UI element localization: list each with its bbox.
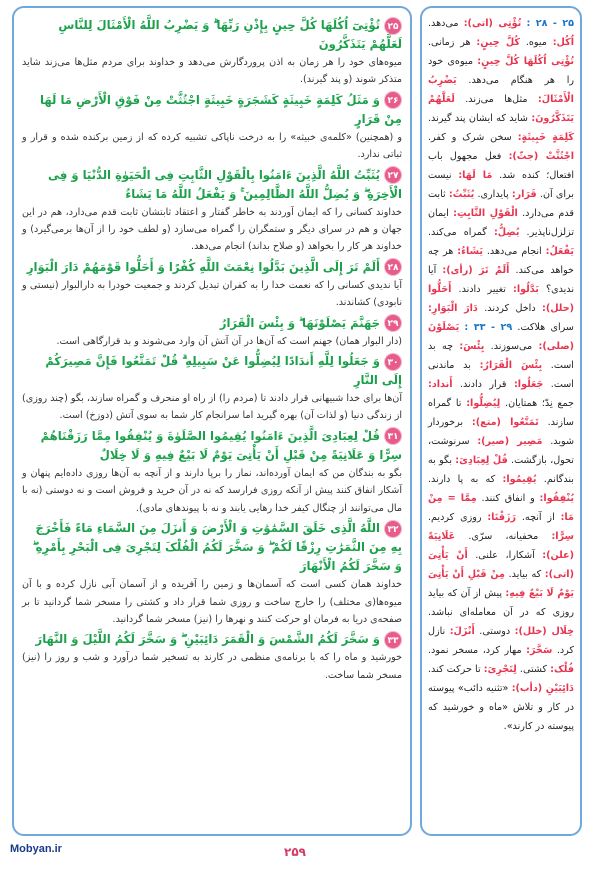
verse-arabic xyxy=(22,427,402,465)
glossary-term: اُکُل: xyxy=(552,37,574,48)
glossary-panel xyxy=(420,6,582,836)
glossary-term: أَنداد: xyxy=(428,379,453,390)
glossary-term: فُلْک: xyxy=(550,664,574,675)
verse-arabic-text: وَ جَعَلُوا لِلَّهِ أَندَادًا لِیُضِلُّوا عَنْ سَبِیلِهِ ۗ قُلْ تَمَتَّعُوا فَإِنَّ مَصِیرَکُمْ إِلَى النَّارِ xyxy=(45,354,402,388)
glossary-term: مِمَّا = مِنْ مَا: xyxy=(428,493,574,523)
glossary-definition: سرای هلاکت. xyxy=(517,322,574,333)
glossary-term: کُلَّ حِینٍ: xyxy=(476,37,520,48)
glossary-term: دَائِبَیْنِ (دأب): xyxy=(511,683,574,694)
glossary-term: تَمَتَّعُوا (متع): xyxy=(471,417,539,428)
verse-arabic-text: یُثَبِّتُ اللَّهُ الَّذِینَ ءَامَنُوا بِالْقَوْلِ الثَّابِتِ فِی الْحَیَوٰةِ الدُّنْیَا وَ فِی الْأَخِرَةِ ۖ وَ یُضِلُّ اللَّهُ الظَّالِمِینَ ۚ وَ یَفْعَلُ اللَّهُ مَا یَشَاءُ xyxy=(47,167,402,201)
glossary-definition: پیش از آن که بیاید روزی که در آن معامله‌ای نباشد. xyxy=(428,588,574,618)
glossary-term: مَصِیر (صیر): xyxy=(477,436,543,447)
verse-number-badge: ۲۸ xyxy=(384,258,402,276)
glossary-term: یَشَاءُ: xyxy=(457,246,483,257)
verse-arabic xyxy=(22,314,402,333)
glossary-term: لِیُضِلُّوا: xyxy=(466,398,501,409)
glossary-term: لِتَجْرِیَ: xyxy=(483,664,517,675)
glossary-definition: هر زمانی. xyxy=(428,37,471,48)
verse-number-badge: ۲۶ xyxy=(384,91,402,109)
glossary-term: قُلْ لِعِبَادِیَ: xyxy=(455,455,508,466)
verse-translation: خورشید و ماه را که با برنامه‌ی منظمی در کارند به تسخیر شما درآورد و شب و روز را (نیز) مسخر شما ساخت. xyxy=(22,652,402,681)
glossary-term: یُثَبِّتُ: xyxy=(448,189,475,200)
glossary-definition: هر چه خواهد می‌کند. xyxy=(428,246,574,276)
verse-translation: خداوند همان کسی است که آسمان‌ها و زمین را آفریده و از آسمان آبی نازل کرده و با آن میوه‌ها(ی مختلف) را خارج ساخت و روزی شما قرار داد و کشتی را مسخر شما گردانید تا بر صفحه‌ی دریا به فرمان او حرکت کنند و نهرها را (نیز) مسخر شما گردانید. xyxy=(22,579,402,625)
glossary-term: أَنْ یَأْتِیَ (اتی): xyxy=(428,550,574,580)
glossary-definition: مخفیانه، سرّی. xyxy=(468,531,539,542)
glossary-term: یَضْرِبُ الْأَمْثَالَ: xyxy=(428,75,574,105)
glossary-definition: سخن شرک و کفر. xyxy=(428,132,512,143)
verse-number-badge: ۲۷ xyxy=(384,166,402,184)
verses-panel xyxy=(12,6,412,836)
verse-arabic xyxy=(22,166,402,204)
glossary-term: أَلَمْ تَرَ (رأی): xyxy=(442,265,510,276)
glossary-term: أَحَلُّوا (حلل): xyxy=(428,284,574,314)
verse-arabic xyxy=(22,352,402,390)
site-watermark[interactable]: Mobyan.ir xyxy=(10,843,62,855)
glossary-term: بَدَّلُوا: xyxy=(513,284,539,295)
glossary-term: الْقَوْلِ الثَّابِتِ: xyxy=(453,208,518,219)
glossary-definition: که به پا دارند. xyxy=(428,474,496,485)
glossary-term: تُؤْتِی (اتی): xyxy=(463,18,522,29)
verse-arabic xyxy=(22,519,402,576)
glossary-definition: پایداری. xyxy=(477,189,509,200)
verse-number-badge: ۲۹ xyxy=(384,314,402,332)
glossary-definition: مهار کرد، مسخر نمود. xyxy=(428,645,522,656)
glossary-term: مَا لَهَا: xyxy=(458,170,493,181)
page-number: ۲۵۹ xyxy=(284,845,306,859)
verse-translation: بگو به بندگان من که ایمان آورده‌اند، نماز را برپا دارند و از آنچه به آن‌ها روزی داده‌ایم پنهان و آشکار انفاق کنند پیش از آنکه روزی فرارسد که نه در آن خرید و فروش است و نه دوستی (نه با مال می‌توانند از چنگال کیفر خدا رهایی یابند و نه با پیوندهای مادی). xyxy=(22,467,402,514)
glossary-definition: شاید که ایشان پند گیرند. xyxy=(428,113,528,124)
glossary-term: دَارَ الْبَوَارِ: xyxy=(428,303,478,314)
glossary-definition: تا حرکت کند. xyxy=(428,664,481,675)
glossary-term: سَخَّرَ: xyxy=(526,645,553,656)
glossary-definition: چه بد است. xyxy=(428,341,574,371)
verse-arabic xyxy=(22,91,402,129)
glossary-term: تُؤْتِی اُکُلَهَا کُلَّ حِینٍ: xyxy=(477,56,574,67)
verse-translation: آیا ندیدی کسانی را که نعمت خدا را به کفران تبدیل کردند و جمعیت خودرا به دارالبوار (نیستی و نابودی) کشاندند. xyxy=(22,279,402,309)
glossary-term: رَزَقْنَا: xyxy=(487,512,517,523)
glossary-term: یُنْفِقُوا: xyxy=(539,493,574,504)
glossary-definition: ثابت قدم می‌دارد. xyxy=(428,189,574,219)
glossary-definition: بد ماندنی است. xyxy=(428,360,574,390)
verse-translation: (دار البوار همان) جهنم است که آن‌ها در آن آتش آن وارد می‌شوند و بد قرارگاهی است. xyxy=(56,335,402,347)
verse-arabic xyxy=(22,258,402,277)
glossary-definition: می‌دهد. xyxy=(428,18,459,29)
verse-arabic-text: أَلَمْ تَرَ إِلَى الَّذِینَ بَدَّلُوا نِعْمَتَ اللَّهِ کُفْرًا وَ أَحَلُّوا قَوْمَهُمْ دَارَ الْبَوَارِ xyxy=(26,259,380,274)
glossary-term: اجْتُثَّتْ (جثّ): xyxy=(508,151,574,162)
glossary-definition: میوه‌ی خود را هر هنگام می‌دهد. xyxy=(428,56,574,86)
verse-arabic-text: قُلْ لِعِبَادِیَ الَّذِینَ ءَامَنُوا یُقِیمُوا الصَّلَوٰةَ وَ یُنْفِقُوا مِمَّا رَزَقْنَاهُمْ سِرًّا وَ عَلَانِیَةً مِنْ قَبْلِ أَنْ یَأْتِیَ یَوْمٌ لَا بَیْعٌ فِیهِ وَ لَا خِلَالٌ xyxy=(40,428,402,462)
glossary-definition: می‌سوزند. xyxy=(490,341,533,352)
glossary-definition: نیست برای آن. xyxy=(428,170,574,200)
glossary-definition: «تثنیه دائب» پیوسته در کار و تلاش «ماه و خورشید که پیوسته در کارند». xyxy=(428,683,574,732)
glossary-definition: و انفاق کنند. xyxy=(481,493,535,504)
glossary-definition: تغییر دادند. xyxy=(458,284,506,295)
glossary-term: یَفْعَلُ: xyxy=(545,246,574,257)
glossary-definition: انجام می‌دهد. xyxy=(486,246,542,257)
glossary-definition: کشتی. xyxy=(519,664,547,675)
verse-number-badge: ۳۲ xyxy=(384,520,402,538)
glossary-term: سِرًّا: xyxy=(551,531,574,542)
verse-number-badge: ۳۱ xyxy=(384,427,402,445)
verse-arabic xyxy=(22,630,402,649)
verse-translation: و (همچنین) «کلمه‌ی خبیثه» را به درخت ناپاکی تشبیه کرده که از زمین برکنده شده و قرار و ثباتی ندارد. xyxy=(22,131,402,161)
glossary-definition: سرنوشت، تحول، بازگشت. xyxy=(428,436,574,466)
glossary-term: مِنْ قَبْلِ أَنْ یَأْتِیَ یَوْمٌ لَا بَیْعٌ فِیهِ: xyxy=(428,569,574,599)
glossary-definition: از آنچه. xyxy=(521,512,555,523)
glossary-term: یُضِلُّ: xyxy=(493,227,520,238)
glossary-term: کَلِمَةٍ خَبِیثَةٍ: xyxy=(517,132,574,143)
glossary-definition: آشکارا، علنی. xyxy=(475,550,535,561)
glossary-term: ۲۵ - ۲۸ : xyxy=(526,18,575,29)
glossary-definition: ایمان تزلزل‌ناپذیر. xyxy=(428,208,574,238)
verse-arabic-text: جَهَنَّمَ یَصْلَوْنَهَا ۖ وَ بِئْسَ الْقَرَارُ xyxy=(219,315,380,330)
glossary-definition: مثل‌ها می‌زند. xyxy=(465,94,528,105)
verse-arabic xyxy=(22,16,402,54)
glossary-term: ۲۹ - ۳۳ : xyxy=(464,322,513,333)
verse-translation: خداوند کسانی را که ایمان آوردند به خاطر گفتار و اعتقاد ثابتشان ثابت قدم می‌دارد، هم در این جهان و هم در سرای دیگر و ستمگران را گمراه می‌سازد (و لطف خود را از آن‌ها برمی‌گیرد) و خداوند هر کار را بخواهد (و صلاح بداند) انجام می‌دهد. xyxy=(22,206,402,253)
glossary-definition: جمع نِدّ؛ همتایان. xyxy=(505,398,574,409)
glossary-definition: روزی کردیم. xyxy=(428,512,482,523)
glossary-definition: قرار دادند. xyxy=(459,379,507,390)
glossary-definition: بگو به بندگانم. xyxy=(428,455,574,485)
glossary-term: یَصْلَوْنَ (صلی): xyxy=(428,322,574,352)
verse-number-badge: ۳۳ xyxy=(384,631,402,649)
glossary-term: لَعَلَّهُمْ یَتَذَکَّرُونَ: xyxy=(428,94,574,124)
glossary-definition: نازل کرد. xyxy=(428,626,574,656)
glossary-definition: که بیاید. xyxy=(508,569,542,580)
glossary-definition: دوستی. xyxy=(479,626,511,637)
glossary-definition: تا گمراه سازند. xyxy=(428,398,574,428)
verse-number-badge: ۲۵ xyxy=(384,17,402,35)
verse-translation: آن‌ها برای خدا شبیهانی قرار دادند تا (مردم را) از راه او منحرف و گمراه سازند، بگو (چند روزی) از زندگی دنیا (و لذات آن) بهره گیرید اما سرانجام کار شما به سوی آتش (دوزخ) است. xyxy=(22,393,402,422)
glossary-term: عَلَانِیَةً (علن): xyxy=(428,531,574,561)
glossary-term: جَعَلُوا: xyxy=(513,379,544,390)
verse-translation: میوه‌های خود را هر زمان به اذن پروردگارش می‌دهد و خداوند برای مردم مثل‌ها می‌زند شاید متذکر شوند (و پند گیرند). xyxy=(22,57,402,86)
glossary-definition: داخل کردند. xyxy=(484,303,536,314)
glossary-definition: گمراه می‌کند. xyxy=(428,227,487,238)
verse-arabic-text: وَ سَخَّرَ لَکُمُ الشَّمْسَ وَ الْقَمَرَ دَائِبَیْنِ ۖ وَ سَخَّرَ لَکُمُ اللَّیْلَ وَ النَّهَارَ xyxy=(35,632,380,647)
glossary-text xyxy=(428,14,574,736)
verse-arabic-text: وَ مَثَلُ کَلِمَةٍ خَبِیثَةٍ کَشَجَرَةٍ خَبِیثَةٍ اجْتُثَّتْ مِنْ فَوْقِ الْأَرْضِ مَا لَهَا مِنْ قَرَارٍ xyxy=(40,92,402,126)
glossary-term: یُقِیمُوا: xyxy=(502,474,537,485)
verse-arabic-text: تُؤْتِیٓ اُکُلَهَا کُلَّ حِینٍ بِإِذْنِ رَبِّهَا ۗ وَ یَضْرِبُ اللَّهُ الْأَمْثَالَ لِلنَّاسِ لَعَلَّهُمْ یَتَذَکَّرُونَ xyxy=(58,18,402,51)
glossary-definition: برخوردار شوید. xyxy=(428,417,574,447)
glossary-term: بِئْسَ الْقَرَارُ: xyxy=(479,360,543,371)
glossary-definition: آیا ندیدی؟ xyxy=(428,265,574,295)
glossary-term: بِئْسَ: xyxy=(459,341,485,352)
glossary-term: خِلَال (خلل): xyxy=(514,626,574,637)
glossary-definition: میوه. xyxy=(525,37,547,48)
glossary-definition: فعل مجهول باب افتعال؛ کنده شد. xyxy=(428,151,574,181)
verse-arabic-text: اللَّهُ الَّذِی خَلَقَ السَّمَٰوَٰتِ وَ الْأَرْضَ وَ أَنزَلَ مِنَ السَّمَاءِ مَاءً فَأَخْرَجَ بِهِ مِنَ الثَّمَرَٰتِ رِزْقًا لَکُمْ ۖ وَ سَخَّرَ لَکُمُ الْفُلْکَ لِتَجْرِیَ فِی الْبَحْرِ بِأَمْرِهِ ۖ وَ سَخَّرَ لَکُمُ الْأَنْهَارَ xyxy=(32,521,402,574)
verse-number-badge: ۳۰ xyxy=(384,353,402,371)
glossary-term: قَرَار: xyxy=(511,189,537,200)
glossary-term: أَنْزَلَ: xyxy=(449,626,475,637)
